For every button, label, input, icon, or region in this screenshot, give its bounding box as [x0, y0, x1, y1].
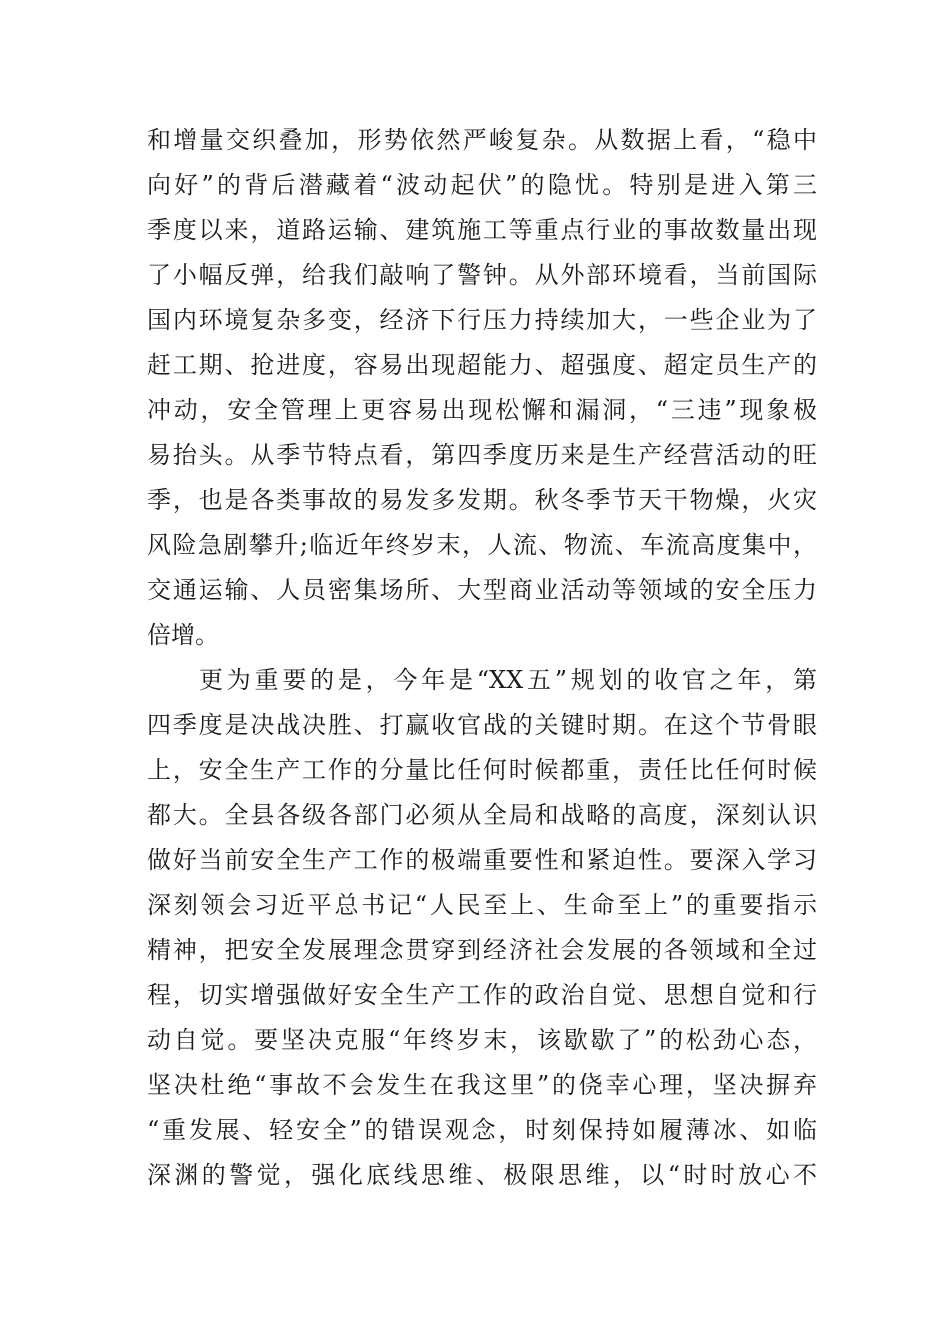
- text-line: 冲动，安全管理上更容易出现松懈和漏洞，“三违”现象极: [147, 396, 817, 424]
- text-line: 倍增。: [147, 621, 219, 649]
- paragraph-2: [147, 658, 817, 1198]
- text-line: 程，切实增强做好安全生产工作的政治自觉、思想自觉和行: [147, 981, 817, 1009]
- text-line: 更为重要的是，今年是“XX五”规划的收官之年，第: [199, 666, 817, 694]
- text-line: 四季度是决战决胜、打赢收官战的关键时期。在这个节骨眼: [147, 711, 817, 739]
- text-line: 向好”的背后潜藏着“波动起伏”的隐忧。特别是进入第三: [147, 171, 817, 199]
- text-line: “重发展、轻安全”的错误观念，时刻保持如履薄冰、如临: [147, 1116, 817, 1144]
- text-line: 深刻领会习近平总书记“人民至上、生命至上”的重要指示: [147, 891, 817, 919]
- text-line: 和增量交织叠加，形势依然严峻复杂。从数据上看，“稳中: [147, 126, 817, 154]
- text-line: 动自觉。要坚决克服“年终岁末，该歇歇了”的松劲心态，: [147, 1026, 817, 1054]
- text-line: 易抬头。从季节特点看，第四季度历来是生产经营活动的旺: [147, 441, 817, 469]
- paragraph-1: [147, 118, 817, 658]
- text-line: 季，也是各类事故的易发多发期。秋冬季节天干物燥，火灾: [147, 486, 817, 514]
- text-line: 季度以来，道路运输、建筑施工等重点行业的事故数量出现: [147, 216, 817, 244]
- text-line: 做好当前安全生产工作的极端重要性和紧迫性。要深入学习: [147, 846, 817, 874]
- text-line: 坚决杜绝“事故不会发生在我这里”的侥幸心理，坚决摒弃: [147, 1071, 817, 1099]
- text-line: 精神，把安全发展理念贯穿到经济社会发展的各领域和全过: [147, 936, 817, 964]
- text-line: 了小幅反弹，给我们敲响了警钟。从外部环境看，当前国际: [147, 261, 817, 289]
- text-line: 上，安全生产工作的分量比任何时候都重，责任比任何时候: [147, 756, 817, 784]
- text-line: 风险急剧攀升;临近年终岁末，人流、物流、车流高度集中，: [147, 531, 817, 559]
- text-line: 交通运输、人员密集场所、大型商业活动等领域的安全压力: [147, 576, 817, 604]
- text-line: 国内环境复杂多变，经济下行压力持续加大，一些企业为了: [147, 306, 817, 334]
- text-line: 赶工期、抢进度，容易出现超能力、超强度、超定员生产的: [147, 351, 817, 379]
- text-line: 都大。全县各级各部门必须从全局和战略的高度，深刻认识: [147, 801, 817, 829]
- document-body: [147, 118, 817, 1198]
- text-line: 深渊的警觉，强化底线思维、极限思维，以“时时放心不: [147, 1161, 817, 1189]
